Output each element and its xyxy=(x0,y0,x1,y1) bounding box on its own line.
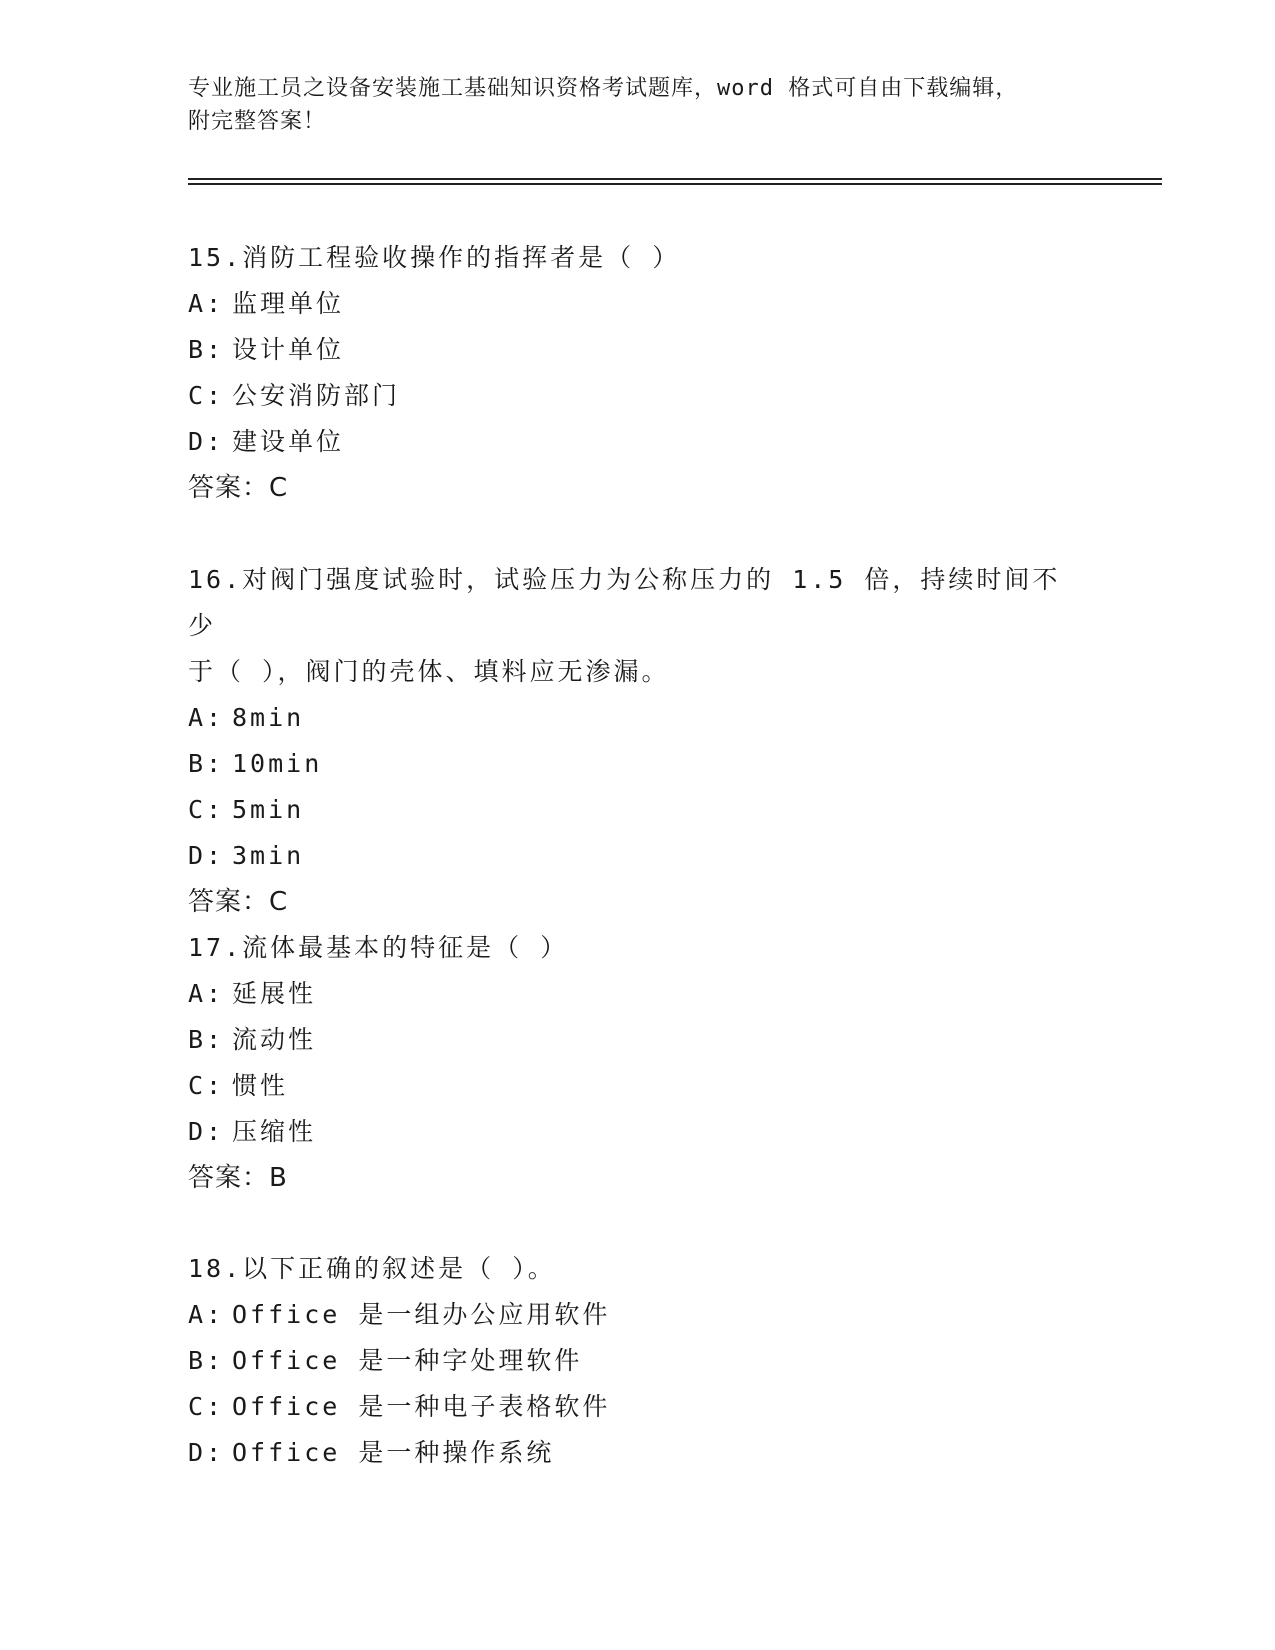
question-15 xyxy=(188,235,1088,511)
option-key: C: xyxy=(188,1071,225,1100)
option-a xyxy=(188,971,1088,1017)
option-text: 压缩性 xyxy=(232,1117,317,1146)
question-stem-line-2: 于（ ），阀门的壳体、填料应无渗漏。 xyxy=(188,657,670,686)
option-text: Office 是一组办公应用软件 xyxy=(232,1300,611,1329)
option-key: C: xyxy=(188,381,225,410)
option-b xyxy=(188,1017,1088,1063)
option-c xyxy=(188,1063,1088,1109)
option-text: 8min xyxy=(232,703,305,732)
option-text: 延展性 xyxy=(232,979,317,1008)
answer-line: 答案：B xyxy=(188,1163,288,1193)
option-key: A: xyxy=(188,703,225,732)
option-key: A: xyxy=(188,1300,225,1329)
option-text: Office 是一种操作系统 xyxy=(232,1438,555,1467)
option-text: 设计单位 xyxy=(232,335,345,364)
option-text: 公安消防部门 xyxy=(232,381,401,410)
option-a xyxy=(188,1292,1088,1338)
option-text: 建设单位 xyxy=(232,427,345,456)
option-a xyxy=(188,281,1088,327)
option-a xyxy=(188,695,1088,741)
header-line-1: 专业施工员之设备安装施工基础知识资格考试题库，word 格式可自由下载编辑， xyxy=(188,76,1019,101)
option-key: B: xyxy=(188,749,225,778)
option-key: A: xyxy=(188,289,225,318)
header-line-2: 附完整答案！ xyxy=(188,109,327,134)
answer-line: 答案：C xyxy=(188,473,289,503)
option-key: B: xyxy=(188,1346,225,1375)
option-key: C: xyxy=(188,1392,225,1421)
option-key: D: xyxy=(188,841,225,870)
option-text: 流动性 xyxy=(232,1025,317,1054)
option-text: 监理单位 xyxy=(232,289,345,318)
option-text: 惯性 xyxy=(232,1071,289,1100)
option-key: B: xyxy=(188,335,225,364)
question-stem: 17.流体最基本的特征是（ ） xyxy=(188,933,569,962)
header-rule-top xyxy=(188,178,1162,180)
option-c xyxy=(188,1384,1088,1430)
option-key: B: xyxy=(188,1025,225,1054)
question-stem: 18.以下正确的叙述是（ ）。 xyxy=(188,1254,556,1283)
document-header xyxy=(188,72,1088,138)
option-d xyxy=(188,419,1088,465)
option-text: 10min xyxy=(232,749,323,778)
option-text: Office 是一种字处理软件 xyxy=(232,1346,583,1375)
question-stem-line-1: 16.对阀门强度试验时，试验压力为公称压力的 1.5 倍，持续时间不少 xyxy=(188,565,1061,640)
answer-line: 答案：C xyxy=(188,887,289,917)
option-key: D: xyxy=(188,1438,225,1467)
option-d xyxy=(188,833,1088,879)
option-text: Office 是一种电子表格软件 xyxy=(232,1392,611,1421)
option-d xyxy=(188,1109,1088,1155)
option-key: A: xyxy=(188,979,225,1008)
option-text: 3min xyxy=(232,841,305,870)
question-18 xyxy=(188,1246,1088,1476)
option-key: D: xyxy=(188,427,225,456)
option-c xyxy=(188,787,1088,833)
option-key: C: xyxy=(188,795,225,824)
question-16 xyxy=(188,557,1088,925)
option-text: 5min xyxy=(232,795,305,824)
option-b xyxy=(188,327,1088,373)
option-key: D: xyxy=(188,1117,225,1146)
question-stem: 15.消防工程验收操作的指挥者是（ ） xyxy=(188,243,681,272)
option-d xyxy=(188,1430,1088,1476)
question-17 xyxy=(188,925,1088,1201)
option-b xyxy=(188,741,1088,787)
option-b xyxy=(188,1338,1088,1384)
header-rule-bottom xyxy=(188,183,1162,185)
option-c xyxy=(188,373,1088,419)
